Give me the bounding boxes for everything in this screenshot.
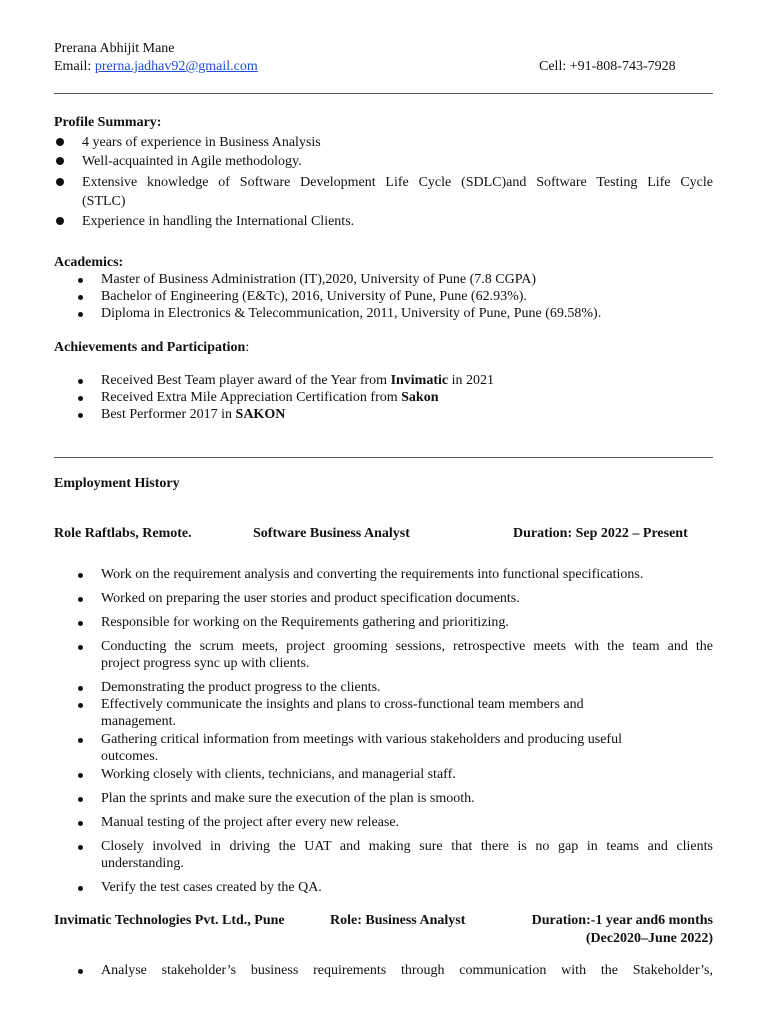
- job2-duration: Duration:-1 year and6 months: [531, 913, 713, 928]
- achievement-text: Best Performer 2017 in: [101, 407, 236, 422]
- bullet-icon: [56, 178, 64, 186]
- achievements-heading: Achievements and Participation: [54, 340, 246, 355]
- bullet-icon: [78, 295, 83, 300]
- job2-duration-range: (Dec2020–June 2022): [585, 931, 713, 946]
- achievement-bold: Invimatic: [390, 373, 449, 388]
- job1-item: Demonstrating the product progress to the clients.: [101, 680, 381, 695]
- job1-item: Responsible for working on the Requirements gathering and prioritizing.: [101, 615, 509, 630]
- academics-heading: Academics:: [54, 255, 124, 270]
- profile-heading: Profile Summary:: [54, 115, 162, 130]
- bullet-icon: [56, 157, 64, 165]
- cell-phone: Cell: +91-808-743-7928: [539, 59, 676, 74]
- bullet-icon: [78, 886, 83, 891]
- candidate-name: Prerana Abhijit Mane: [54, 41, 175, 56]
- achievement-item: [101, 389, 438, 407]
- bullet-icon: [78, 773, 83, 778]
- job1-item: Manual testing of the project after every new release.: [101, 815, 400, 830]
- bullet-icon: [56, 138, 64, 146]
- job1-item: Work on the requirement analysis and converting the requirements into functional specifications.: [101, 567, 644, 582]
- bullet-icon: [78, 845, 83, 850]
- bullet-icon: [78, 797, 83, 802]
- bullet-icon: [78, 686, 83, 691]
- profile-item: Well-acquainted in Agile methodology.: [82, 154, 302, 169]
- job1-item: Gathering critical information from meetings with various stakeholders and producing useful: [101, 732, 622, 747]
- job1-item: Working closely with clients, technicians, and managerial staff.: [101, 767, 456, 782]
- achievement-text: Received Best Team player award of the Year from: [101, 373, 391, 388]
- achievement-item: [101, 372, 494, 390]
- divider-top: [54, 93, 713, 94]
- bullet-icon: [78, 703, 83, 708]
- bullet-icon: [78, 396, 83, 401]
- academic-item: Master of Business Administration (IT),2020, University of Pune (7.8 CGPA): [101, 272, 537, 287]
- bullet-icon: [78, 969, 83, 974]
- email-line: [54, 58, 258, 76]
- divider-middle: [54, 457, 713, 458]
- profile-item-continuation: (STLC): [82, 194, 126, 209]
- employment-heading: Employment History: [54, 476, 180, 491]
- achievement-bold: SAKON: [235, 407, 286, 422]
- bullet-icon: [78, 312, 83, 317]
- profile-item: Experience in handling the International Clients.: [82, 214, 355, 229]
- academic-item: Bachelor of Engineering (E&Tc), 2016, University of Pune, Pune (62.93%).: [101, 289, 527, 304]
- bullet-icon: [78, 278, 83, 283]
- job1-role: Software Business Analyst: [253, 526, 410, 541]
- bullet-icon: [78, 621, 83, 626]
- achievement-item: [101, 406, 285, 424]
- job1-item-continuation: outcomes.: [101, 749, 159, 764]
- job1-item: Worked on preparing the user stories and product specification documents.: [101, 591, 520, 606]
- academic-item: Diploma in Electronics & Telecommunication, 2011, University of Pune, Pune (69.58%).: [101, 306, 602, 321]
- job2-company: Invimatic Technologies Pvt. Ltd., Pune: [54, 913, 285, 928]
- job1-item: Verify the test cases created by the QA.: [101, 880, 322, 895]
- email-label: Email:: [54, 59, 95, 74]
- achievements-heading-colon: :: [245, 340, 250, 355]
- job1-item: Effectively communicate the insights and plans to cross-functional team members and: [101, 697, 584, 712]
- job1-item-continuation: project progress sync up with clients.: [101, 656, 310, 671]
- bullet-icon: [56, 217, 64, 225]
- job1-duration: Duration: Sep 2022 – Present: [513, 526, 688, 541]
- achievement-bold: Sakon: [401, 390, 439, 405]
- job1-item: Closely involved in driving the UAT and making sure that there is no gap in teams and clients: [101, 839, 713, 854]
- job1-company: Role Raftlabs, Remote.: [54, 526, 192, 541]
- bullet-icon: [78, 597, 83, 602]
- job1-item-continuation: understanding.: [101, 856, 184, 871]
- job2-item: Analyse stakeholder’s business requirements through communication with the Stakeholder’s,: [101, 963, 713, 978]
- profile-item: 4 years of experience in Business Analysis: [82, 135, 321, 150]
- bullet-icon: [78, 573, 83, 578]
- achievements-heading-line: [54, 339, 249, 357]
- achievement-text: Received Extra Mile Appreciation Certification from: [101, 390, 402, 405]
- job1-item-continuation: management.: [101, 714, 177, 729]
- bullet-icon: [78, 413, 83, 418]
- job1-item: Conducting the scrum meets, project grooming sessions, retrospective meets with the team and the: [101, 639, 713, 654]
- job2-role: Role: Business Analyst: [330, 913, 466, 928]
- job1-item: Plan the sprints and make sure the execution of the plan is smooth.: [101, 791, 475, 806]
- bullet-icon: [78, 645, 83, 650]
- bullet-icon: [78, 379, 83, 384]
- profile-item: Extensive knowledge of Software Development Life Cycle (SDLC)and Software Testing Life Cycle: [82, 175, 713, 190]
- bullet-icon: [78, 738, 83, 743]
- bullet-icon: [78, 821, 83, 826]
- email-link[interactable]: prerna.jadhav92@gmail.com: [94, 59, 258, 74]
- achievement-text: in 2021: [448, 373, 495, 388]
